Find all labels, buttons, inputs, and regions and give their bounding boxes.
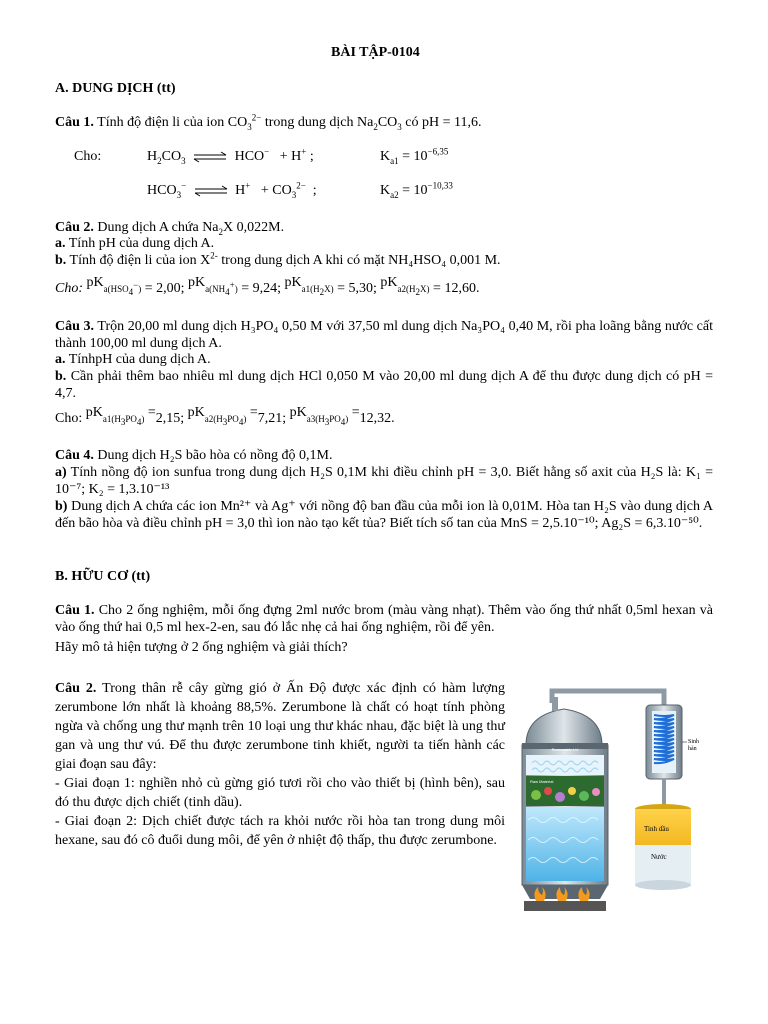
b-q1-ask: Hãy mô tả hiện tượng ở 2 ống nghiệm và giải thích? <box>55 640 348 655</box>
a-q2-given: Cho: $pKa(HSO_4^-) = 2,00$; $pKa(NH_4^+) = 9,24$; $pKa1(H_2X) = 5,30$; $pKa2(H_2X) = 12,60$. <box>55 275 480 297</box>
svg-text:Sinh: Sinh <box>688 739 700 745</box>
b-q2-step2: - Giai đoạn 2: Dịch chiết được tách ra khỏi nước rồi hòa tan trong dung môi hexane, sau đó cô đuổi dung môi, để yên ở nhiệt độ thấp, thu được zerumbone. <box>55 814 505 848</box>
section-a-heading: A. DUNG DỊCH (tt) <box>55 81 176 96</box>
question-label: Câu 1. <box>55 115 94 130</box>
a-q3-part-a: a. TínhpH của dung dịch A. <box>55 352 211 367</box>
svg-text:Tinh dầu: Tinh dầu <box>644 825 669 833</box>
a-q2-part-a: a. Tính pH của dung dịch A. <box>55 236 215 251</box>
equilibrium-arrow-icon <box>193 151 227 163</box>
a-q3-text: Câu 3. Trộn 20,00 ml dung dịch H₃PO₄ 0,50 M với 37,50 ml dung dịch Na₃PO₄ 0,40 M, rồi pha loãng bằng nước cất thành 100,00 ml dung dịch A. <box>55 319 714 351</box>
a-q3-given: Cho: $pKa1(H_3PO_4) =2,15$; $pKa2(H_3PO_4) =7,21$; $pKa3(H_3PO_4) =12,32$. <box>55 405 395 427</box>
svg-text:Removable Lid: Removable Lid <box>551 747 579 752</box>
a-q4-text: Câu 4. Dung dịch H₂S bão hòa có nồng độ 0,1M. <box>55 448 333 463</box>
b-q2-step1: - Giai đoạn 1: nghiền nhỏ củ gừng gió tươi rồi cho vào thiết bị (hình bên), sau đó thu được dịch chiết (tinh dầu). <box>55 776 505 810</box>
b-q2-text: Câu 2. Trong thân rễ cây gừng gió ở Ấn Độ được xác định có hàm lượng zerumbone lớn nhất là khoảng 88,5%. Zerumbone là chất có hoạt tính phòng ngừa và chống ung thư mạnh trên 10 loại ung thư khác nhau, đặc biệt là ung thư gan và ung thư vú. Để thu được zerumbone tinh khiết, người ta tiến hành các giai đoạn sau đây: - Giai đoạn 1: nghiền nhỏ củ gừng gió tươi rồi cho vào thiết bị (hình bên), sau đó thu được dịch chiết (tinh dầu). - Giai đoạn 2: Dịch chiết được tách ra khỏi nước rồi hòa tan trong dung môi hexane, sau đó cô đuổi dung môi, để yên ở nhiệt độ thấp, thu được zerumbone. <box>55 681 505 848</box>
svg-text:hàn: hàn <box>688 746 697 752</box>
svg-text:Nước: Nước <box>651 853 667 861</box>
a-q2-text: Câu 2. Dung dịch A chứa $Na_2X$ 0,022M. <box>55 220 285 237</box>
a-q4-part-a: a) Tính nồng độ ion sunfua trong dung dịch H₂S 0,1M khi điều chỉnh pH = 3,0. Biết hằng số axit của H₂S là: K₁ = 10⁻⁷; K₂ = 1,3.10⁻¹³ <box>55 465 713 497</box>
distillation-vessel <box>522 697 608 899</box>
a-q3-part-b: b. Cần phải thêm bao nhiêu ml dung dịch HCl 0,050 M vào 20,00 ml dung dịch A để thu được dung dịch có pH = 4,7. <box>55 369 713 401</box>
a-q1-text: Câu 1. Tính độ điện li của ion $CO_3^{2-}$ trong dung dịch $Na_2CO_3$ có pH = 11,6. <box>55 112 482 132</box>
b-q1-text: Câu 1. Cho 2 ống nghiệm, mỗi ống đựng 2ml nước brom (màu vàng nhạt). Thêm vào ống thứ nhất 0,5ml hexan và vào ống thứ hai 0,5 ml hex-2-en, sau đó lắc nhẹ cả hai ống nghiệm, rồi để yên. <box>55 603 713 635</box>
a-q4-part-b: b) Dung dịch A chứa các ion Mn²⁺ và Ag⁺ với nồng độ ban đầu của mỗi ion là 0,01M. Hòa tan H₂S vào dung dịch A đến bão hòa và điều chỉnh pH = 3,0 thì ion nào tạo kết tủa? Biết tích số tan của MnS = 2,5.10⁻¹⁰; Ag₂S = 6,3.10⁻⁵⁰. <box>55 499 713 531</box>
section-b-heading: B. HỮU CƠ (tt) <box>55 569 151 584</box>
equilibrium-arrow-icon <box>194 185 228 197</box>
water-zone <box>526 807 604 881</box>
ka1-value: $K_{a1} = 10^{-6,35}$ <box>380 146 449 166</box>
distillation-apparatus-figure <box>512 685 722 915</box>
svg-text:Raw Material: Raw Material <box>530 779 554 784</box>
equation-1: $H_2CO_3$ HCO− + H+ ; <box>147 146 314 166</box>
equation-2: $HCO_3^-$ H+ + $CO_3^{2-}$ ; <box>147 180 317 200</box>
collection-beaker <box>635 804 691 890</box>
page-title: BÀI TẬP-0104 <box>331 45 420 60</box>
a-q2-part-b: b. Tính độ điện li của ion $X^{2-}$ trong dung dịch A khi có mặt NH₄HSO₄ 0,001 M. <box>55 250 501 268</box>
vapor-pipe <box>552 691 664 705</box>
condenser <box>646 705 682 809</box>
a-q1-given: Cho: <box>74 149 102 164</box>
ka2-value: $K_{a2} = 10^{-10,33}$ <box>380 180 453 200</box>
